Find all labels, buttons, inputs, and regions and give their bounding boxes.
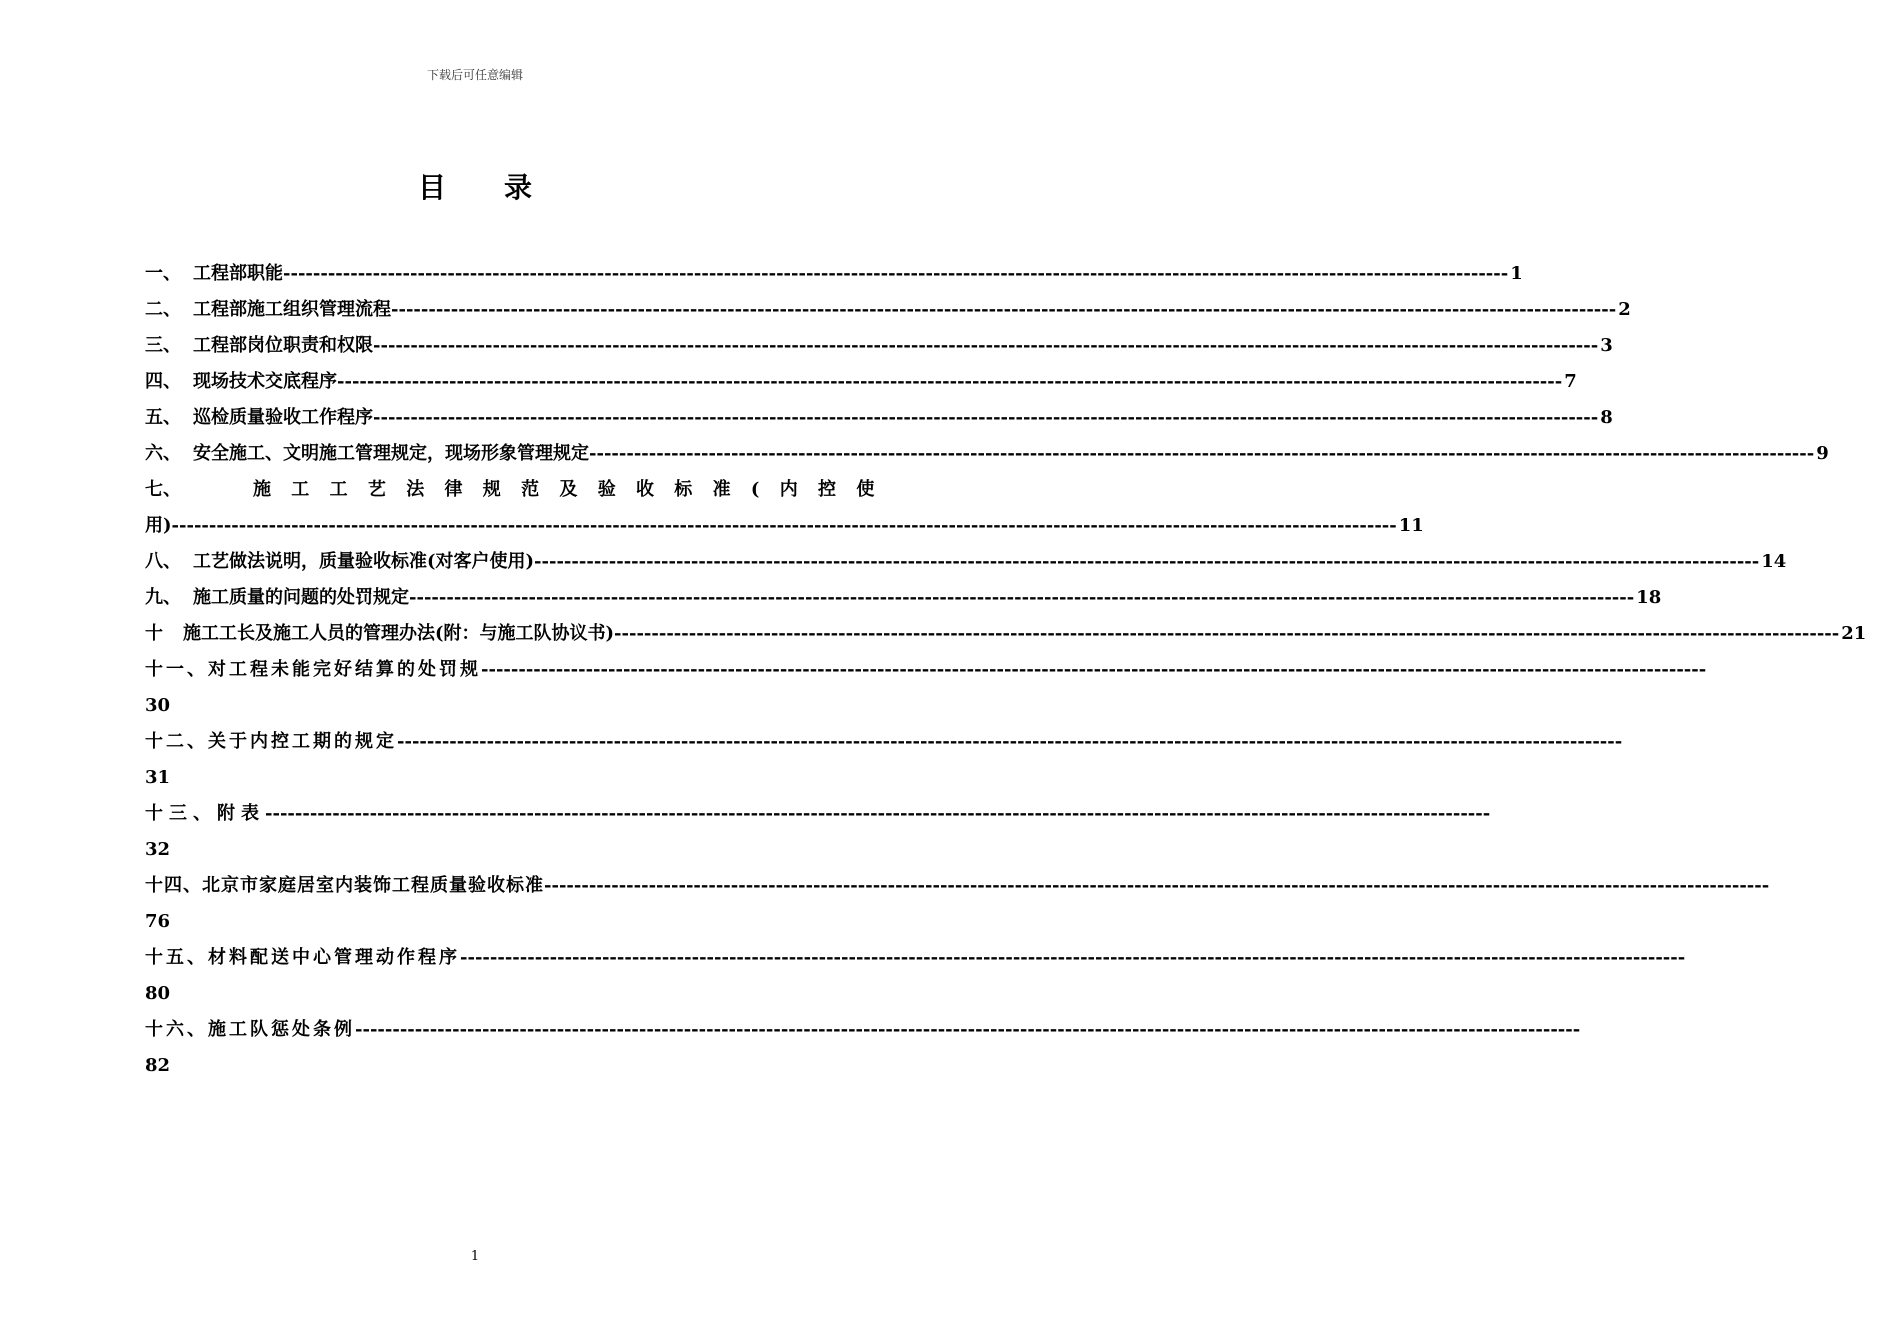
toc-entry-label-continued: 用): [145, 515, 172, 536]
toc-entry-page: 9: [1816, 443, 1829, 464]
toc-entry-page: 21: [1841, 623, 1867, 644]
toc-entry[interactable]: [145, 940, 808, 976]
toc-entry-page: 80: [145, 983, 171, 1004]
toc-entry-number: 三、: [145, 335, 181, 356]
toc-entry-page: 1: [1510, 263, 1523, 284]
dot-leader: [373, 400, 1598, 436]
toc-entry-page: 3: [1600, 335, 1613, 356]
toc-entry-page: 2: [1618, 299, 1631, 320]
toc-entry-label: 对工程未能完好结算的处罚规: [208, 659, 481, 680]
toc-entry[interactable]: [145, 400, 1613, 436]
toc-entry-number: 七、: [145, 479, 181, 500]
toc-entry-page: 8: [1600, 407, 1613, 428]
dot-leader: [337, 364, 1562, 400]
toc-entry-page: 76: [145, 911, 171, 932]
toc-entry[interactable]: [145, 724, 808, 760]
toc-entry[interactable]: [145, 796, 808, 832]
toc-entry-number: 十五、: [145, 947, 208, 968]
toc-entry-number: 十: [145, 623, 163, 644]
dot-leader: [172, 508, 1397, 544]
table-of-contents: [145, 256, 1867, 1084]
dot-leader: [544, 868, 1769, 904]
toc-entry[interactable]: [145, 1012, 808, 1048]
dot-leader: [481, 652, 1706, 688]
toc-entry-number: 十一、: [145, 659, 208, 680]
dot-leader: [283, 256, 1508, 292]
page-title: 目录: [417, 171, 590, 204]
dot-leader: [373, 328, 1598, 364]
toc-entry-label: 工艺做法说明，质量验收标准(对客户使用): [193, 551, 535, 572]
dot-leader: [391, 292, 1616, 328]
toc-entry[interactable]: [145, 868, 808, 904]
toc-entry-number: 十四、: [145, 875, 202, 896]
toc-entry-label: 工程部职能: [193, 263, 283, 284]
dot-leader: [409, 580, 1634, 616]
toc-entry-continuation: [145, 508, 1424, 544]
toc-entry-number: 八、: [145, 551, 181, 572]
toc-entry-number: 十三、: [145, 803, 217, 824]
toc-entry[interactable]: [145, 364, 1577, 400]
toc-entry[interactable]: [145, 472, 895, 508]
toc-entry-page: 31: [145, 767, 171, 788]
toc-entry-label: 巡检质量验收工作程序: [193, 407, 373, 428]
toc-entry-page: 14: [1761, 551, 1787, 572]
toc-entry[interactable]: [145, 436, 1829, 472]
toc-entry-label: 北京市家庭居室内装饰工程质量验收标准: [202, 875, 544, 896]
toc-entry-label: 安全施工、文明施工管理规定，现场形象管理规定: [193, 443, 589, 464]
toc-entry-page: 11: [1398, 515, 1424, 536]
toc-entry-number: 四、: [145, 371, 181, 392]
toc-entry-label: 施工队惩处条例: [208, 1019, 355, 1040]
toc-entry[interactable]: [145, 292, 1631, 328]
toc-entry-label: 现场技术交底程序: [193, 371, 337, 392]
toc-entry[interactable]: [145, 616, 1867, 652]
dot-leader: [397, 724, 1622, 760]
toc-entry-number: 二、: [145, 299, 181, 320]
toc-entry[interactable]: [145, 580, 1662, 616]
dot-leader: [460, 940, 1685, 976]
toc-entry-page: 18: [1636, 587, 1662, 608]
toc-entry-page: 30: [145, 695, 171, 716]
toc-entry-number: 九、: [145, 587, 181, 608]
toc-entry-number: 十二、: [145, 731, 208, 752]
dot-leader: [534, 544, 1759, 580]
toc-entry-page: 7: [1564, 371, 1577, 392]
toc-entry-number: 十六、: [145, 1019, 208, 1040]
toc-entry-page: 82: [145, 1055, 171, 1076]
toc-entry-label: 工程部岗位职责和权限: [193, 335, 373, 356]
toc-entry-label: 施工工艺法律规范及验收标准(内控使: [253, 479, 895, 500]
toc-entry-number: 六、: [145, 443, 181, 464]
dot-leader: [265, 796, 1490, 832]
dot-leader: [355, 1012, 1580, 1048]
toc-entry[interactable]: [145, 544, 1787, 580]
dot-leader: [614, 616, 1839, 652]
toc-entry-label: 施工质量的问题的处罚规定: [193, 587, 409, 608]
toc-entry-label: 材料配送中心管理动作程序: [208, 947, 460, 968]
dot-leader: [589, 436, 1814, 472]
toc-entry-label: 附表: [217, 803, 265, 824]
toc-entry-label: 施工工长及施工人员的管理办法(附：与施工队协议书): [183, 623, 615, 644]
toc-entry-number: 五、: [145, 407, 181, 428]
toc-entry-page: 32: [145, 839, 171, 860]
toc-entry[interactable]: [145, 256, 1523, 292]
toc-entry-number: 一、: [145, 263, 181, 284]
page-number: 1: [470, 1249, 480, 1264]
header-note: 下载后可任意编辑: [426, 68, 523, 82]
toc-entry-label: 工程部施工组织管理流程: [193, 299, 391, 320]
toc-entry[interactable]: [145, 328, 1613, 364]
toc-entry[interactable]: [145, 652, 808, 688]
toc-entry-label: 关于内控工期的规定: [208, 731, 397, 752]
